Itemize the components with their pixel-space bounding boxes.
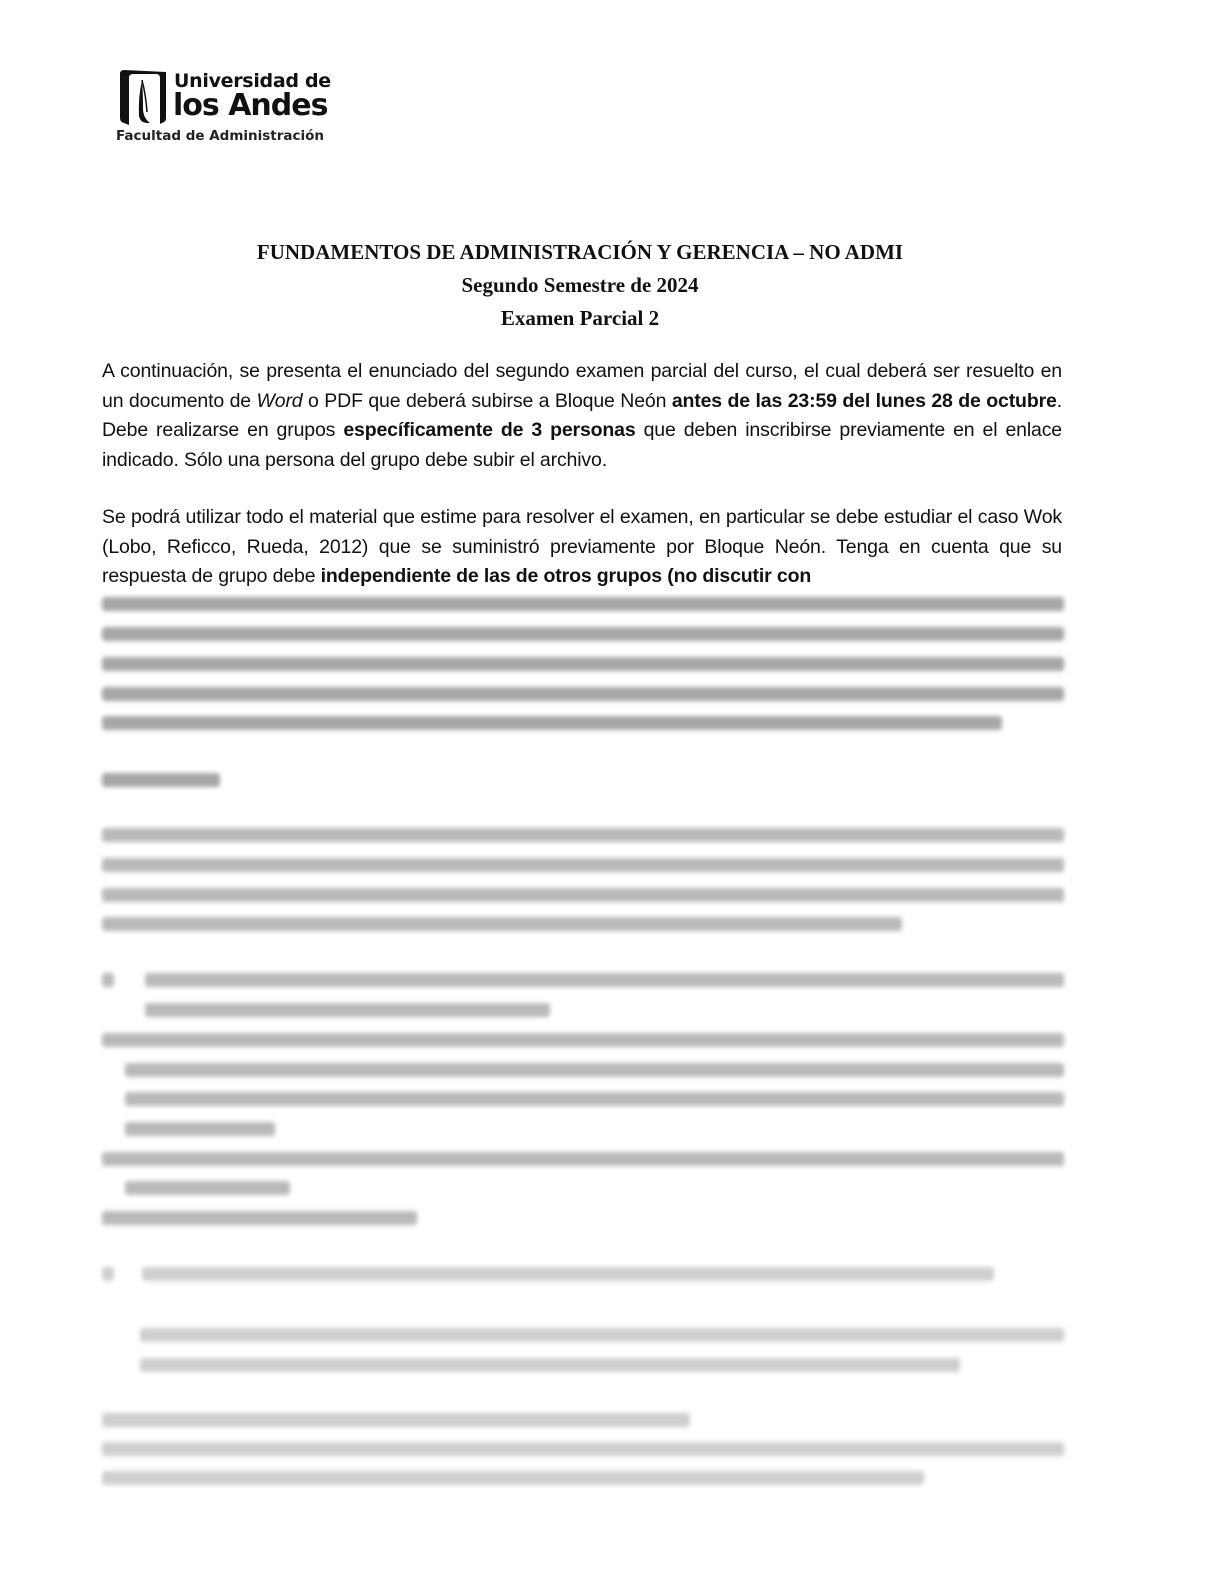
p1-text-3: o PDF que deberá subirse a Bloque Neón — [302, 389, 672, 412]
semester-title: Segundo Semestre de 2024 — [461, 273, 699, 297]
intro-paragraph — [102, 357, 1062, 475]
redacted-line — [145, 1003, 550, 1017]
redacted-line — [102, 597, 1064, 611]
logo-line-2: los Andes — [173, 88, 328, 123]
redacted-line — [125, 1181, 290, 1195]
course-title: FUNDAMENTOS DE ADMINISTRACIÓN Y GERENCIA – NO ADMI — [256, 240, 904, 264]
p2-text-1: Se podrá utilizar todo el material que estime para resolver el examen, en particular se debe estudiar el caso Wok (Lobo, Reficco, Rueda, 2012) que se suministró previamente por Bloque Neón. Tenga en cuenta que su respuesta de grupo debe — [102, 506, 1062, 587]
p2-independence-note: independiente de las de otros grupos (no discutir con — [320, 565, 812, 587]
redacted-line — [102, 1152, 1064, 1166]
p1-text-7: que deben inscribirse previamente en el enlace indicado. Sólo una persona del grupo debe subir el archivo. — [102, 419, 1063, 471]
exam-title: Examen Parcial 2 — [500, 306, 660, 330]
redacted-line — [102, 657, 1064, 671]
redacted-line — [140, 1358, 960, 1372]
p1-word-italic: Word — [256, 389, 303, 412]
redacted-line — [102, 1471, 924, 1485]
redacted-line — [102, 627, 1064, 641]
p1-deadline: antes de las 23:59 del lunes 28 de octubre — [671, 389, 1057, 412]
p1-text-1: A continuación, se presenta el enunciado del segundo examen parcial del curso, el cual deberá ser resuelto en un documento de — [102, 360, 1062, 412]
logo-line-1: Universidad de — [174, 70, 331, 92]
redacted-heading — [102, 773, 220, 787]
redacted-line — [125, 1063, 1064, 1077]
redacted-list-number — [102, 1267, 114, 1281]
redacted-line — [142, 1267, 994, 1281]
university-shield-icon — [116, 68, 168, 126]
redacted-line — [102, 1413, 690, 1427]
document-header — [0, 236, 1160, 335]
redacted-line — [102, 1442, 1064, 1456]
redacted-line — [125, 1092, 1064, 1106]
p1-text-5: . Debe realizarse en grupos — [102, 389, 1062, 441]
redacted-line — [125, 1122, 275, 1136]
redacted-line — [102, 888, 1064, 902]
redacted-line — [102, 917, 902, 931]
logo-line-3: Facultad de Administración — [116, 128, 325, 144]
redacted-line — [145, 973, 1064, 987]
university-logo — [116, 68, 331, 148]
redacted-line — [102, 687, 1064, 701]
redacted-line — [102, 1211, 417, 1225]
redacted-line — [102, 828, 1064, 842]
materials-paragraph — [102, 503, 1062, 592]
redacted-line — [102, 1033, 1064, 1047]
p1-group-size: específicamente de 3 personas — [343, 419, 636, 441]
redacted-line — [140, 1328, 1064, 1342]
redacted-line — [102, 858, 1064, 872]
redacted-list-number — [102, 973, 114, 987]
redacted-line — [102, 716, 1002, 730]
